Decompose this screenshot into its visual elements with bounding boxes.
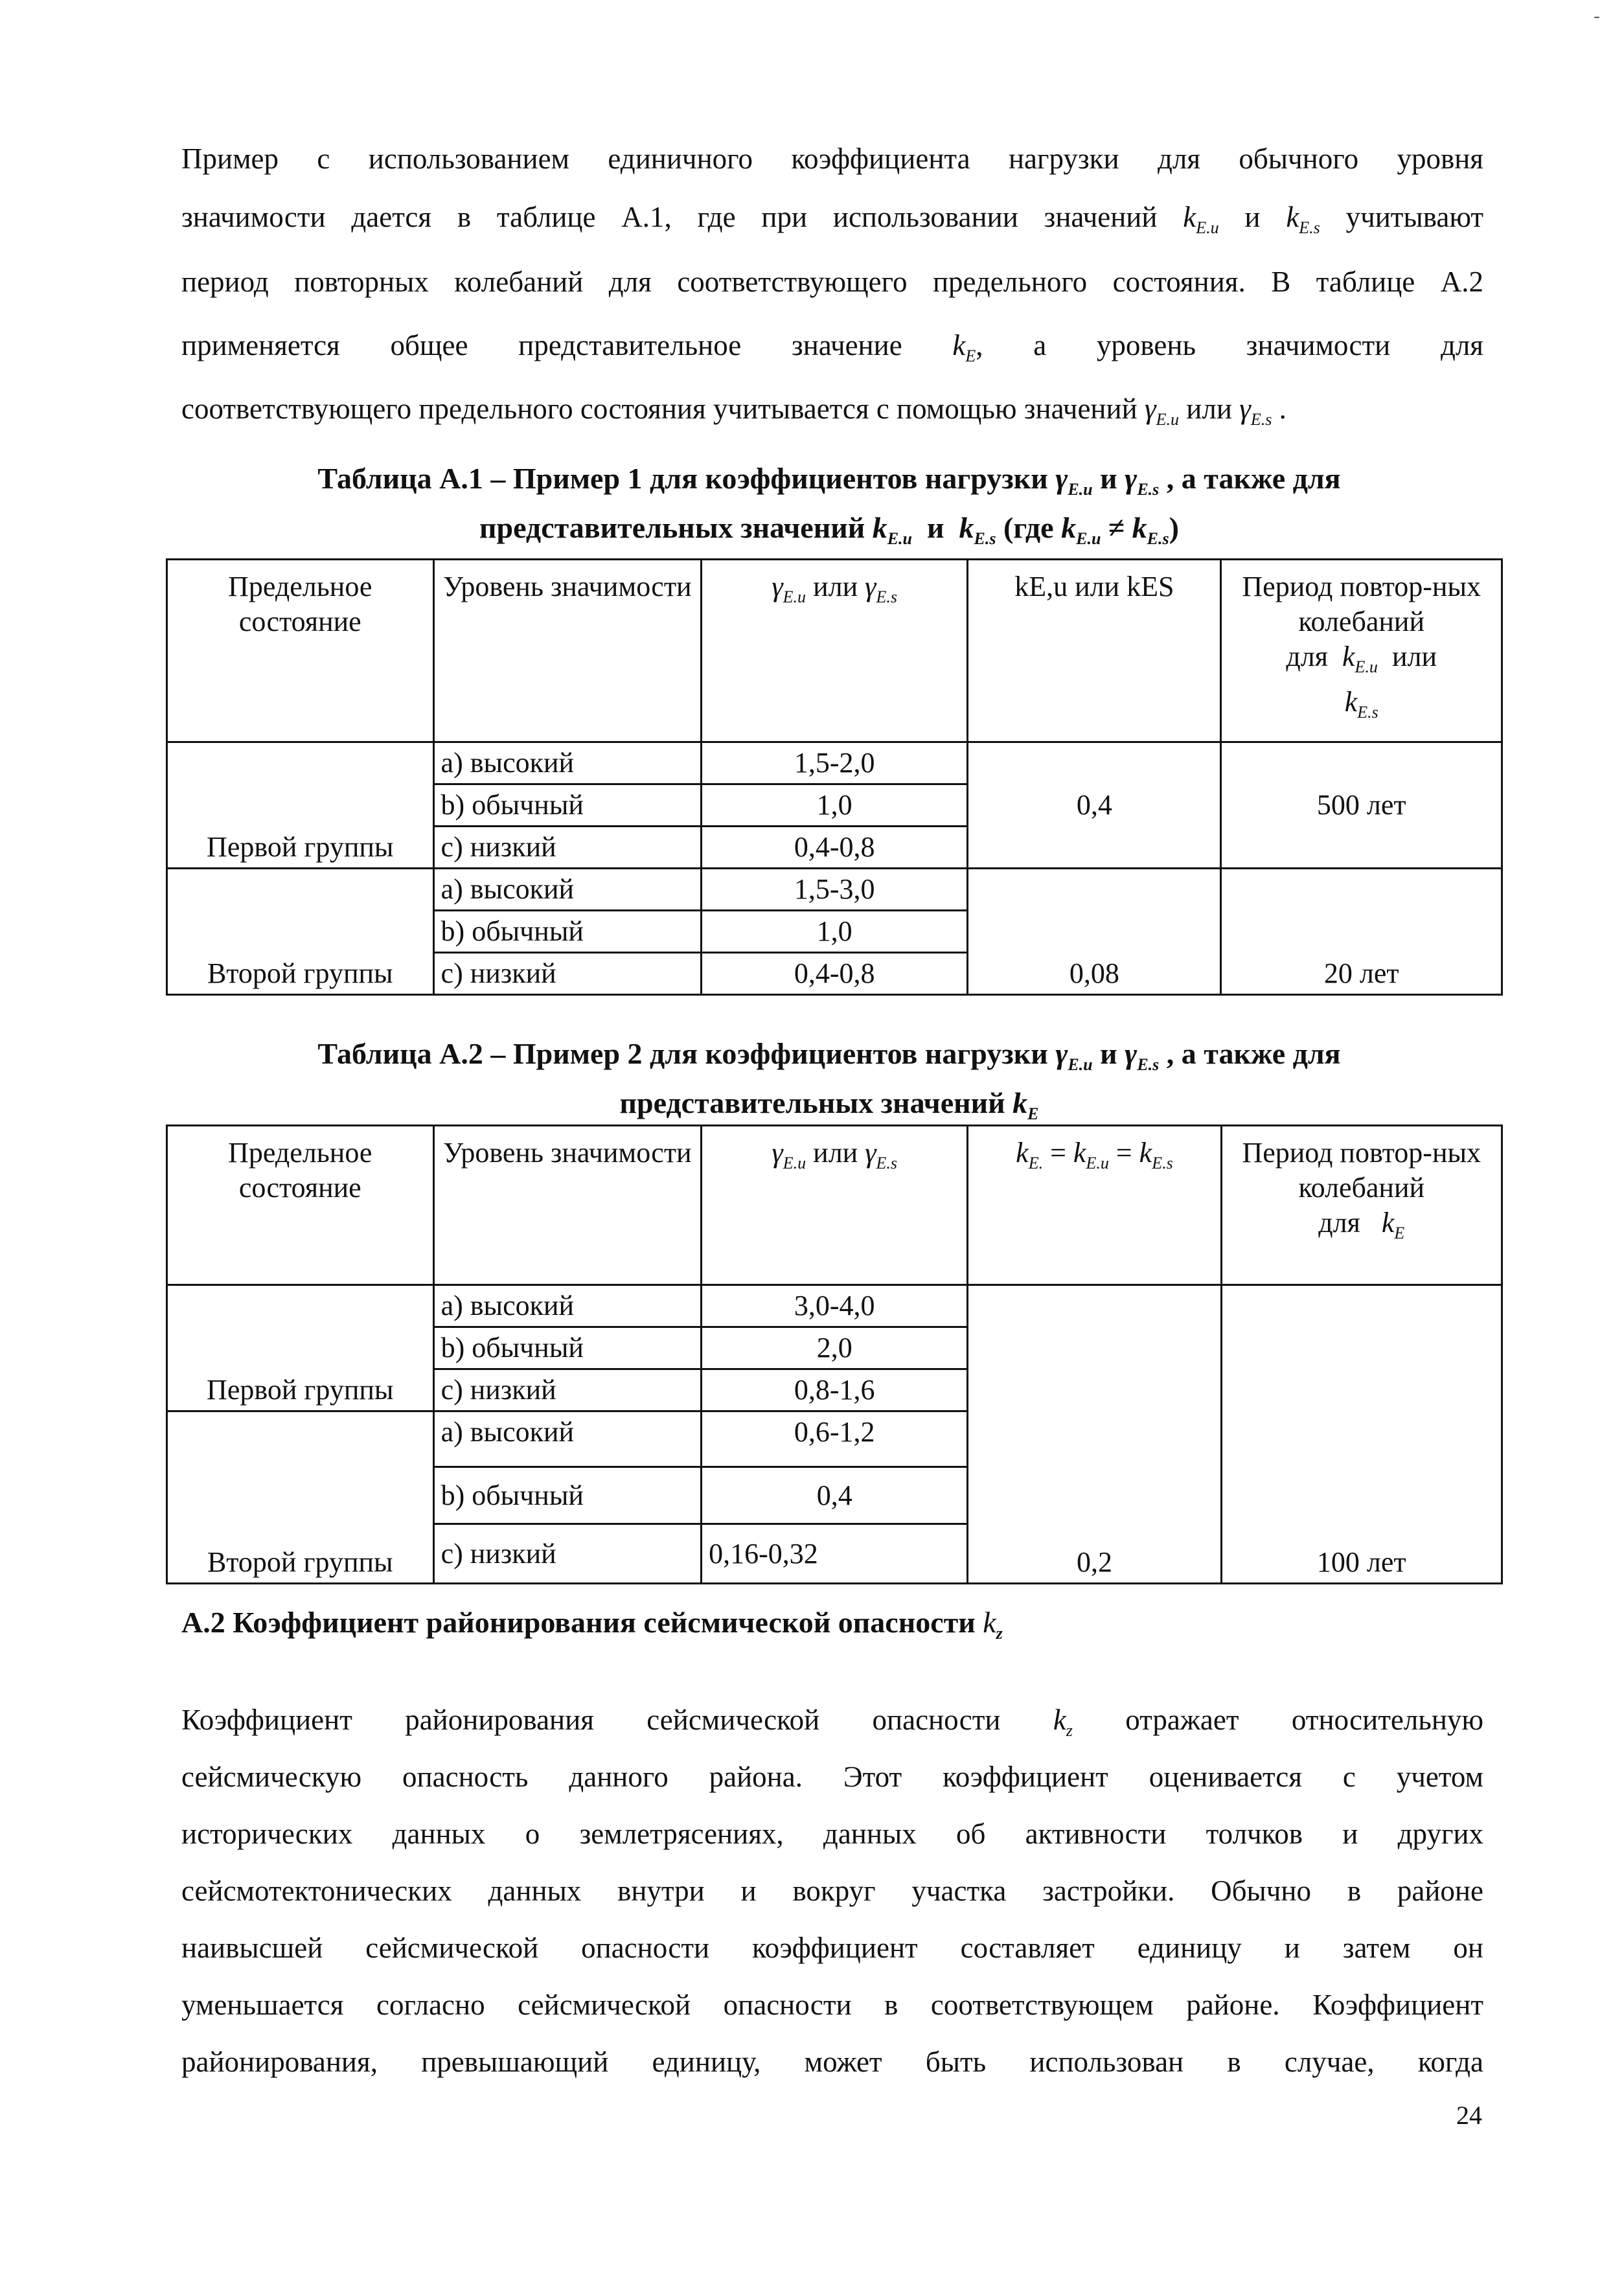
table2-gamma-cell: 0,4: [702, 1467, 968, 1524]
table1-gamma-cell: 1,5-3,0: [702, 869, 968, 911]
table1-level-cell: b) обычный: [433, 911, 702, 953]
table2-header-limit-state: Предельное состояние: [167, 1126, 434, 1285]
section-a2-line-7: районирования, превышающий единицу, может быть использован в случае, когда: [181, 2046, 1483, 2078]
table2-gamma-cell: 0,6-1,2: [702, 1411, 968, 1467]
page-number: 24: [1456, 2101, 1482, 2130]
table1-group-name: Второй группы: [167, 869, 434, 995]
table1-gamma-cell: 1,0: [702, 911, 968, 953]
table2-level-cell: b) обычный: [433, 1467, 702, 1524]
table1-k-cell: 0,08: [968, 869, 1221, 995]
table1-level-cell: b) обычный: [433, 784, 702, 827]
table1-header-level: Уровень значимости: [433, 560, 702, 742]
scan-mark: -: [1594, 5, 1600, 27]
table2-level-cell: c) низкий: [433, 1524, 702, 1584]
table1-group-name: Первой группы: [167, 742, 434, 869]
table2-header-period: Период повтор-ных колебаний для $k_E$: [1221, 1126, 1502, 1285]
table2-header-gamma: $\gamma_{E.u}$ или $\gamma_{E.s}$: [702, 1126, 968, 1285]
table1-header-gamma: $\gamma_{E.u}$ или $\gamma_{E.s}$: [702, 560, 968, 742]
table1-caption-line1: Таблица А.1 – Пример 1 для коэффициентов нагрузки $\gamma_{E.u}$ и $\gamma_{E.s}$ , а также для: [317, 462, 1341, 499]
intro-line-2: значимости дается в таблице А.1, где при использовании значений $k_{E.u}$ и $k_{E.s}$ учитывают: [181, 201, 1484, 237]
table1-header-k: kE,u или kES: [968, 560, 1221, 742]
table-a1: [166, 558, 1503, 996]
table1-level-cell: a) высокий: [433, 742, 702, 784]
table2-level-cell: c) низкий: [433, 1369, 702, 1411]
table2-caption-line1: Таблица А.2 – Пример 2 для коэффициентов нагрузки $\gamma_{E.u}$ и $\gamma_{E.s}$ , а также для: [317, 1037, 1341, 1074]
table2-gamma-cell: 0,8-1,6: [702, 1369, 968, 1411]
table-row: [167, 869, 1502, 911]
intro-line-1: Пример с использованием единичного коэффициента нагрузки для обычного уровня: [181, 143, 1483, 175]
table2-header-k: $k_{E.} = k_{E.u} = k_{E.s}$: [968, 1126, 1221, 1285]
table2-gamma-cell: 2,0: [702, 1327, 968, 1369]
table1-header-period: Период повтор-ных колебаний для $k_{E.u}$ или $k_{E.s}$: [1221, 560, 1502, 742]
table2-header-row: [167, 1126, 1502, 1285]
table1-gamma-cell: 1,0: [702, 784, 968, 827]
table2-k-cell: 0,2: [968, 1285, 1221, 1584]
intro-line-5: соответствующего предельного состояния учитывается с помощью значений $\gamma_{E.u}$ или $\gamma_{E.s}$ .: [181, 393, 1287, 429]
table2-period-cell: 100 лет: [1221, 1285, 1502, 1584]
table2-group-name: Второй группы: [167, 1411, 434, 1584]
table1-gamma-cell: 0,4-0,8: [702, 827, 968, 869]
intro-line-4: применяется общее представительное значение $k_E$, а уровень значимости для: [181, 329, 1483, 365]
section-a2-line-1: Коэффициент районирования сейсмической опасности $k_z$ отражает относительную: [181, 1704, 1484, 1740]
table1-header-limit-state: Предельное состояние: [167, 560, 434, 742]
table2-level-cell: a) высокий: [433, 1411, 702, 1467]
table-row: [167, 1285, 1502, 1327]
section-a2-line-3: исторических данных о землетрясениях, данных об активности толчков и других: [181, 1818, 1483, 1850]
table2-gamma-cell: 3,0-4,0: [702, 1285, 968, 1327]
table1-level-cell: c) низкий: [433, 953, 702, 995]
section-a2-line-4: сейсмотектонических данных внутри и вокруг участка застройки. Обычно в районе: [181, 1875, 1483, 1907]
section-a2-line-5: наивысшей сейсмической опасности коэффициент составляет единицу и затем он: [181, 1932, 1483, 1964]
section-a2-line-2: сейсмическую опасность данного района. Этот коэффициент оценивается с учетом: [181, 1761, 1483, 1793]
table1-level-cell: a) высокий: [433, 869, 702, 911]
table1-gamma-cell: 1,5-2,0: [702, 742, 968, 784]
section-a2-heading: А.2 Коэффициент районирования сейсмической опасности $k_z$: [181, 1606, 1003, 1643]
table2-group-name: Первой группы: [167, 1285, 434, 1411]
table2-header-level: Уровень значимости: [433, 1126, 702, 1285]
table2-gamma-cell: 0,16-0,32: [702, 1524, 968, 1584]
section-a2-line-6: уменьшается согласно сейсмической опасности в соответствующем районе. Коэффициент: [181, 1989, 1483, 2021]
table1-caption-line2: представительных значений $k_{E.u}$ и $k_{E.s}$ (где $k_{E.u} \ne k_{E.s}$): [479, 511, 1179, 548]
table1-k-cell: 0,4: [968, 742, 1221, 869]
table-a2: [166, 1125, 1503, 1584]
table2-level-cell: a) высокий: [433, 1285, 702, 1327]
table1-period-cell: 500 лет: [1221, 742, 1502, 869]
table2-caption-line2: представительных значений $k_E$: [619, 1086, 1039, 1123]
table1-period-cell: 20 лет: [1221, 869, 1502, 995]
table-row: [167, 742, 1502, 784]
intro-line-3: период повторных колебаний для соответствующего предельного состояния. В таблице А.2: [181, 266, 1483, 298]
table1-header-row: [167, 560, 1502, 742]
table1-gamma-cell: 0,4-0,8: [702, 953, 968, 995]
table2-level-cell: b) обычный: [433, 1327, 702, 1369]
table1-level-cell: c) низкий: [433, 827, 702, 869]
